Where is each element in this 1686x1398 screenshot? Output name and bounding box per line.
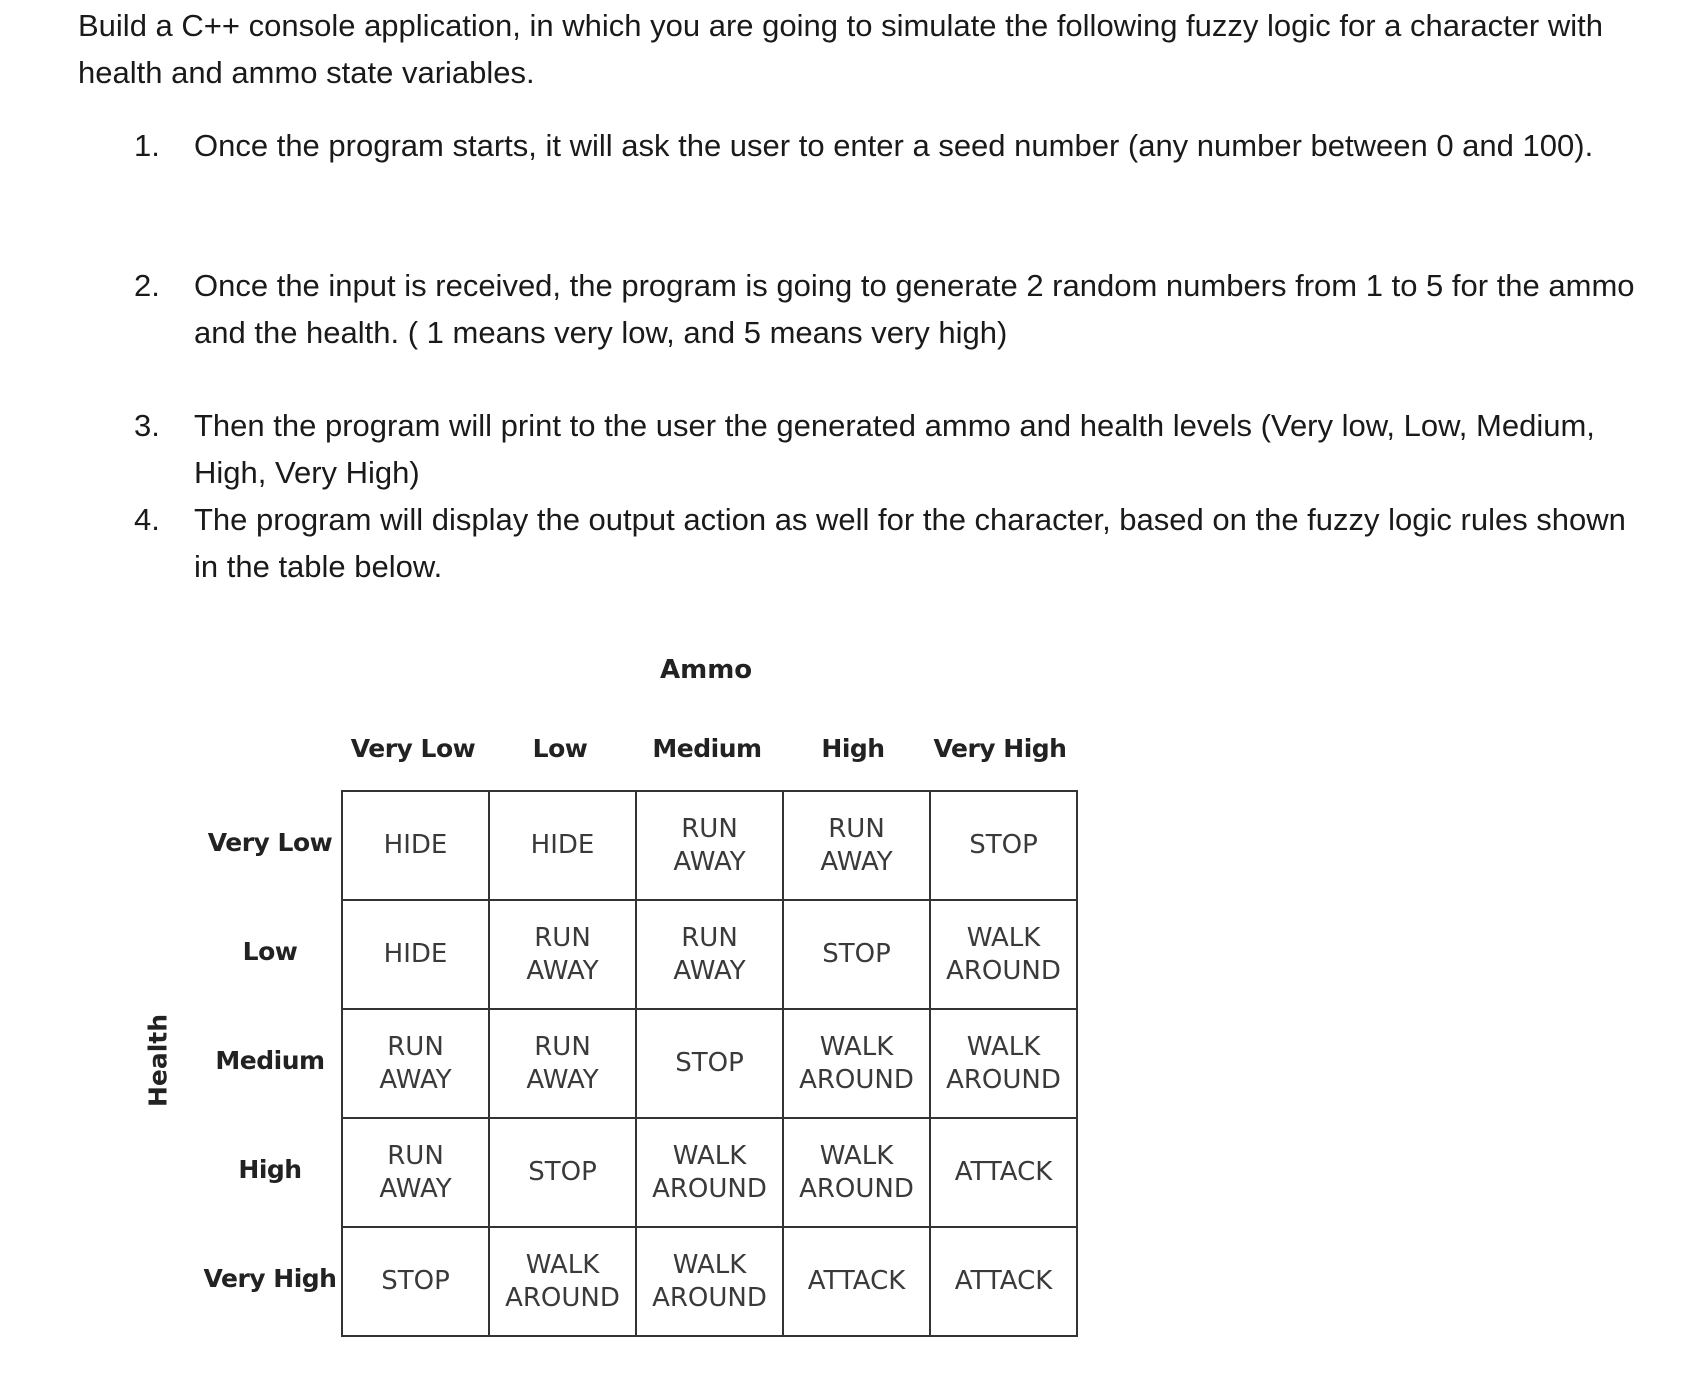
table-cell: RUN AWAY [342, 1118, 489, 1227]
rules-table [341, 790, 1078, 1337]
table-cell: WALK AROUND [489, 1227, 636, 1336]
table-cell: STOP [930, 791, 1077, 900]
row-header: Very Low [207, 828, 333, 857]
step-text: Once the program starts, it will ask the user to enter a seed number (any number between 0 and 100). [194, 128, 1594, 163]
table-cell: HIDE [489, 791, 636, 900]
step-number: 2. [134, 268, 160, 303]
table-cell: RUN AWAY [342, 1009, 489, 1118]
health-axis-text: Health [143, 1013, 173, 1108]
table-cell: RUN AWAY [489, 1009, 636, 1118]
column-header: Low [532, 734, 588, 763]
row-header: Medium [215, 1046, 325, 1075]
table-cell: STOP [636, 1009, 783, 1118]
column-header: Medium [652, 734, 762, 763]
step-text: Once the input is received, the program is going to generate 2 random numbers from 1 to 5 for the ammo and the health. ( 1 means very low, and 5 means very high) [194, 268, 1635, 350]
row-header: Very High [203, 1264, 337, 1293]
table-cell: STOP [489, 1118, 636, 1227]
table-cell: ATTACK [930, 1118, 1077, 1227]
table-cell: ATTACK [783, 1227, 930, 1336]
table-cell: WALK AROUND [783, 1009, 930, 1118]
table-cell: HIDE [342, 900, 489, 1009]
intro-paragraph: Build a C++ console application, in which you are going to simulate the following fuzzy logic for a character with health and ammo state variables. [78, 8, 1603, 90]
table-cell: RUN AWAY [489, 900, 636, 1009]
column-header: High [821, 734, 885, 763]
table-row [342, 791, 1077, 900]
step-number: 1. [134, 128, 160, 163]
table-cell: STOP [342, 1227, 489, 1336]
table-row [342, 1227, 1077, 1336]
step-text: The program will display the output action as well for the character, based on the fuzzy logic rules shown in the table below. [194, 502, 1626, 584]
row-header: Low [242, 937, 298, 966]
table-cell: WALK AROUND [783, 1118, 930, 1227]
table-cell: RUN AWAY [636, 900, 783, 1009]
table-row [342, 1118, 1077, 1227]
ammo-axis-label: Ammo [660, 655, 753, 685]
table-cell: RUN AWAY [783, 791, 930, 900]
table-cell: STOP [783, 900, 930, 1009]
table-cell: WALK AROUND [930, 1009, 1077, 1118]
row-header: High [238, 1155, 302, 1184]
table-cell: WALK AROUND [636, 1227, 783, 1336]
table-cell: HIDE [342, 791, 489, 900]
step-number: 3. [134, 408, 160, 443]
step-text: Then the program will print to the user the generated ammo and health levels (Very low, Low, Medium, High, Very High) [194, 408, 1595, 490]
table-cell: ATTACK [930, 1227, 1077, 1336]
table-row [342, 900, 1077, 1009]
table-cell: WALK AROUND [636, 1118, 783, 1227]
table-cell: RUN AWAY [636, 791, 783, 900]
step-number: 4. [134, 502, 160, 537]
column-header: Very Low [350, 734, 476, 763]
table-row [342, 1009, 1077, 1118]
column-header: Very High [933, 734, 1067, 763]
table-cell: WALK AROUND [930, 900, 1077, 1009]
